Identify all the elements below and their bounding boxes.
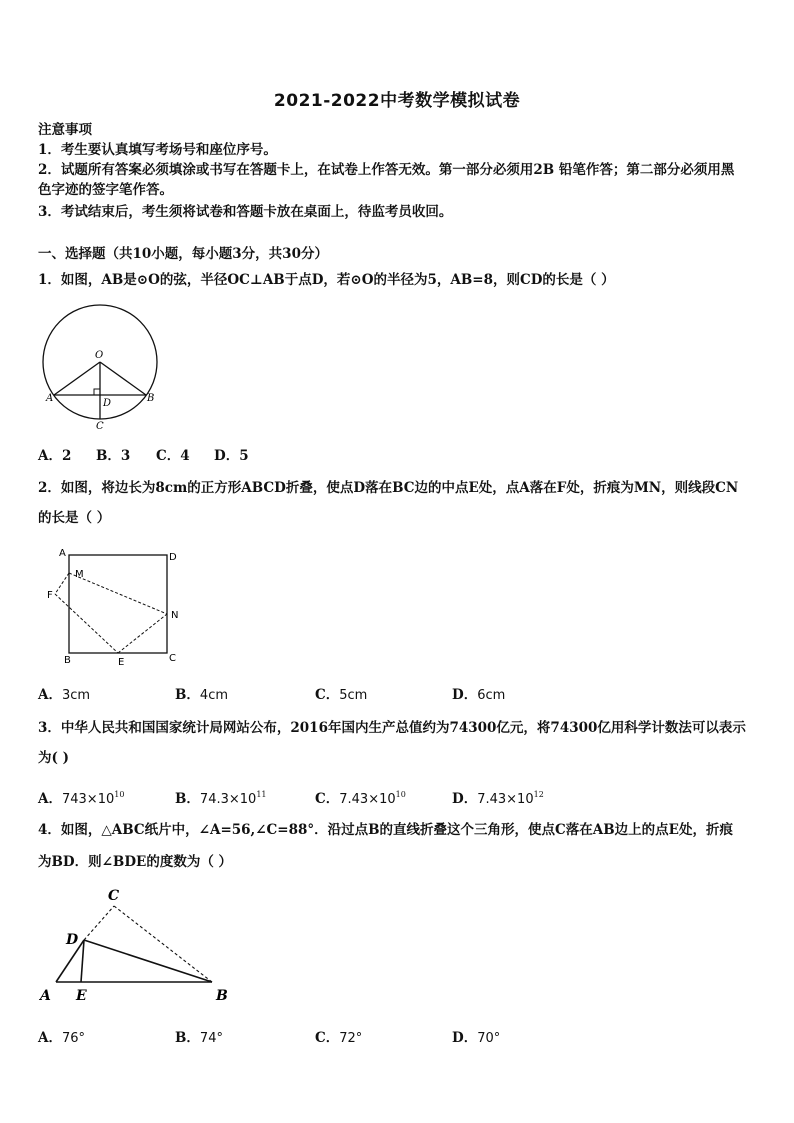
q2-label-n: N — [171, 610, 179, 621]
q2-text-line1: 2．如图，将边长为8cm的正方形ABCD折叠，使点D落在BC边的中点E处，点A落在F处，折痕为MN，则线段CN — [38, 480, 739, 496]
q3-option-c[interactable]: C．$7.43\times 10^{10}$ — [315, 790, 406, 807]
note-item-3: 3．考试结束后，考生须将试卷和答题卡放在桌面上，待监考员收回。 — [38, 204, 453, 220]
q2-option-c[interactable]: C．5cm — [315, 687, 368, 703]
q2-label-e: E — [118, 657, 125, 668]
q3-option-a[interactable]: A．$743\times 10^{10}$ — [38, 790, 125, 807]
page-title: 2021-2022中考数学模拟试卷 — [273, 91, 521, 111]
note-item-1: 1．考生要认真填写考场号和座位序号。 — [38, 142, 277, 158]
q2-option-a[interactable]: A．3cm — [38, 687, 91, 703]
q4-dashed-dc — [84, 906, 114, 940]
q2-text-line2: 的长是（ ） — [38, 510, 111, 526]
q2-figure — [45, 544, 195, 672]
note-item-2-cont: 色字迹的签字笔作答。 — [38, 182, 173, 198]
q4-label-d: D — [66, 932, 79, 948]
q2-option-d[interactable]: D．6cm — [452, 687, 506, 703]
q4-label-b: B — [216, 988, 228, 1004]
q2-label-c: C — [169, 653, 176, 664]
section-heading: 一、选择题（共10小题，每小题3分，共30分） — [38, 246, 328, 262]
q1-label-c: C — [96, 421, 104, 432]
q1-option-a[interactable]: A．2 — [38, 448, 72, 464]
q4-segment-de — [81, 940, 84, 982]
q4-option-b[interactable]: B．74° — [175, 1030, 223, 1046]
q2-label-f: F — [47, 590, 53, 601]
q4-text-line2: 为BD．则∠BDE的度数为（ ） — [38, 854, 233, 870]
q1-right-angle-mark — [94, 389, 100, 395]
q4-text-line1: 4．如图，△ABC纸片中，∠A=56,∠C=88°．沿过点B的直线折叠这个三角形，使点C落在AB边上的点E处，折痕 — [38, 822, 733, 838]
q4-option-c[interactable]: C．72° — [315, 1030, 363, 1046]
q1-label-b: B — [147, 393, 155, 404]
q2-fold-en — [118, 614, 167, 653]
q1-text: 1．如图，AB是⊙O的弦，半径OC⊥AB于点D，若⊙O的半径为5，AB=8，则CD的长是（ ） — [38, 272, 615, 288]
q1-option-d[interactable]: D．5 — [214, 448, 249, 464]
q4-figure — [36, 884, 236, 1006]
q2-fold-mf — [55, 573, 69, 594]
q4-option-d[interactable]: D．70° — [452, 1030, 501, 1046]
q3-option-d[interactable]: D．$7.43\times 10^{12}$ — [452, 790, 544, 807]
q4-label-e: E — [76, 988, 87, 1004]
q2-label-d: D — [169, 552, 177, 563]
q2-fold-fe — [55, 594, 118, 653]
q3-text-line1: 3．中华人民共和国国家统计局网站公布，2016年国内生产总值约为74300亿元，将74300亿用科学计数法可以表示 — [38, 720, 746, 736]
q1-option-b[interactable]: B．3 — [96, 448, 131, 464]
q1-label-a: A — [46, 393, 54, 404]
q2-square — [69, 555, 167, 653]
q1-figure — [38, 300, 168, 435]
q1-radius-ob — [100, 362, 146, 395]
q1-option-c[interactable]: C．4 — [156, 448, 190, 464]
q2-label-b: B — [64, 655, 71, 666]
q1-label-o: O — [95, 350, 104, 361]
q3-option-b[interactable]: B．$74.3\times 10^{11}$ — [175, 790, 267, 807]
q2-label-m: M — [75, 569, 84, 580]
q4-dashed-cb — [114, 906, 212, 982]
note-item-2: 2．试题所有答案必须填涂或书写在答题卡上，在试卷上作答无效。第一部分必须用2B 铅笔作答；第二部分必须用黑 — [38, 162, 735, 178]
q4-label-c: C — [108, 888, 120, 904]
q4-fold-bd — [84, 940, 212, 982]
q2-label-a: A — [59, 548, 66, 559]
notes-heading: 注意事项 — [38, 122, 92, 138]
q2-fold-mn — [69, 573, 167, 614]
q2-option-b[interactable]: B．4cm — [175, 687, 229, 703]
q3-text-line2: 为( ) — [38, 750, 69, 766]
q4-option-a[interactable]: A．76° — [38, 1030, 86, 1046]
q4-label-a: A — [40, 988, 51, 1004]
q1-radius-oa — [54, 362, 100, 395]
q1-label-d: D — [103, 398, 112, 409]
